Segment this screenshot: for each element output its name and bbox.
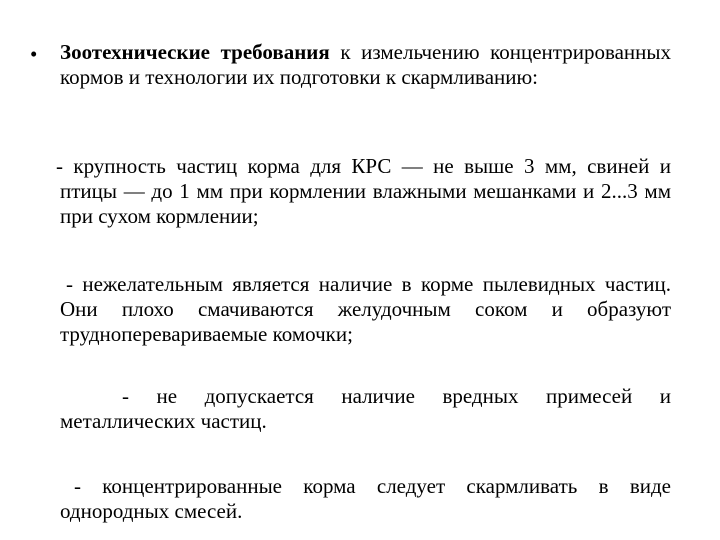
heading-bold-text: Зоотехнические требования	[60, 40, 330, 64]
heading-text: к измельчению концентрированных кормов и технологии их подготовки к скармливанию:	[60, 40, 671, 89]
paragraph-particle-size: - крупность частиц корма для КРС — не выше 3 мм, свиней и птицы — до 1 мм при кормлении влажными мешанками и 2...3 мм при сухом кормлении;	[56, 154, 671, 228]
bullet-icon: •	[30, 42, 38, 66]
paragraph-homogeneous-mixtures: - концентрированные корма следует скармливать в виде однородных смесей.	[60, 474, 671, 523]
paragraph-harmful-impurities: - не допускается наличие вредных примесей и металлических частиц.	[60, 384, 671, 433]
heading	[60, 40, 671, 90]
paragraph-dust-particles: - нежелательным является наличие в корме пылевидных частиц. Они плохо смачиваются желудочным соком и образуют трудноперевариваемые комочки;	[60, 272, 671, 346]
